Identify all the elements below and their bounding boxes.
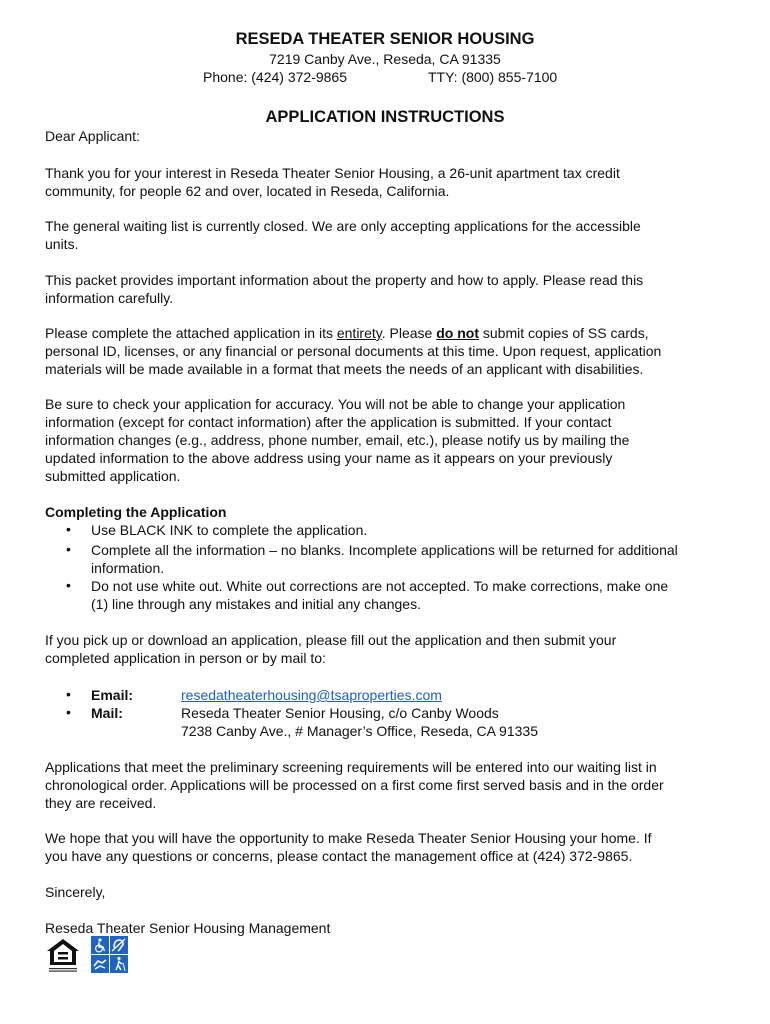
paragraph-line: information (except for contact information) after the application is submitted. If your contact [45, 414, 612, 430]
mail-address [181, 704, 538, 740]
paragraph-line: Thank you for your interest in Reseda Theater Senior Housing, a 26-unit apartment tax credit [45, 165, 620, 181]
paragraph-line: information changes (e.g., address, phone number, email, etc.), please notify us by mailing the [45, 432, 630, 448]
paragraph-complete [45, 324, 661, 378]
section-title: APPLICATION INSTRUCTIONS [265, 108, 505, 126]
signature: Reseda Theater Senior Housing Management [45, 920, 331, 936]
text-run: submit copies of SS cards, [478, 325, 649, 341]
equal-housing-opportunity-icon [45, 937, 81, 973]
bullet-black-ink: Use BLACK INK to complete the application. [91, 522, 368, 538]
accessibility-icon [91, 936, 128, 973]
paragraph-packet [45, 271, 643, 307]
paragraph-line: We hope that you will have the opportunity to make Reseda Theater Senior Housing your home. If [45, 830, 652, 846]
paragraph-line: Applications that meet the preliminary screening requirements will be entered into our waiting list in [45, 759, 657, 775]
greeting: Dear Applicant: [45, 128, 140, 144]
paragraph-line [45, 324, 661, 342]
paragraph-line: 7238 Canby Ave., # Manager’s Office, Reseda, CA 91335 [181, 723, 538, 739]
paragraph-accuracy [45, 395, 629, 485]
paragraph-line: (1) line through any mistakes and initial any changes. [91, 596, 421, 612]
paragraph-line: updated information to the above address using your name as it appears on your previously [45, 450, 613, 466]
paragraph-line: information carefully. [45, 290, 174, 306]
bullet-icon: • [66, 521, 71, 537]
paragraph-home [45, 829, 652, 865]
paragraph-line: chronological order. Applications will be processed on a first come first served basis and in the order [45, 777, 664, 793]
text-run-bold-underlined: do not [436, 325, 479, 341]
property-tty: TTY: (800) 855-7100 [428, 69, 558, 85]
text-run: Please complete the attached application in its [45, 325, 337, 341]
mail-label: Mail: [91, 705, 123, 721]
property-title: RESEDA THEATER SENIOR HOUSING [235, 30, 535, 48]
bullet-white-out [91, 577, 668, 613]
bullet-icon: • [66, 577, 71, 593]
property-phone: Phone: (424) 372-9865 [203, 69, 347, 85]
email-label: Email: [91, 687, 134, 703]
bullet-icon: • [66, 686, 71, 702]
paragraph-line: If you pick up or download an application, please fill out the application and then submit your [45, 632, 617, 648]
paragraph-line: Be sure to check your application for accuracy. You will not be able to change your application [45, 396, 626, 412]
paragraph-line: you have any questions or concerns, please contact the management office at (424) 372-9865. [45, 848, 633, 864]
paragraph-line: they are received. [45, 795, 157, 811]
completing-heading: Completing the Application [45, 504, 227, 520]
bullet-complete-all [91, 541, 678, 577]
paragraph-line: materials will be made available in a format that meets the needs of an applicant with disabilities. [45, 361, 644, 377]
property-address: 7219 Canby Ave., Reseda, CA 91335 [269, 51, 501, 67]
paragraph-line: Reseda Theater Senior Housing, c/o Canby Woods [181, 705, 499, 721]
text-run: . Please [381, 325, 437, 341]
paragraph-intro [45, 164, 620, 200]
bullet-icon: • [66, 541, 71, 557]
paragraph-line: The general waiting list is currently closed. We are only accepting applications for the accessible [45, 218, 641, 234]
closing: Sincerely, [45, 884, 106, 900]
paragraph-screening [45, 758, 664, 812]
paragraph-line: This packet provides important information about the property and how to apply. Please read this [45, 272, 644, 288]
paragraph-line: Do not use white out. White out corrections are not accepted. To make corrections, make one [91, 578, 669, 594]
paragraph-line: Complete all the information – no blanks. Incomplete applications will be returned for additional [91, 542, 678, 558]
paragraph-waitlist [45, 217, 641, 253]
bullet-icon: • [66, 704, 71, 720]
paragraph-line: completed application in person or by mail to: [45, 650, 326, 666]
paragraph-line: information. [91, 560, 165, 576]
email-link[interactable]: resedatheaterhousing@tsaproperties.com [181, 687, 442, 703]
paragraph-submit [45, 631, 616, 667]
paragraph-line: personal ID, licenses, or any financial or personal documents at this time. Upon request, application [45, 343, 662, 359]
text-run-underlined: entirety [336, 325, 382, 341]
paragraph-line: units. [45, 236, 79, 252]
paragraph-line: community, for people 62 and over, located in Reseda, California. [45, 183, 450, 199]
paragraph-line: submitted application. [45, 468, 181, 484]
